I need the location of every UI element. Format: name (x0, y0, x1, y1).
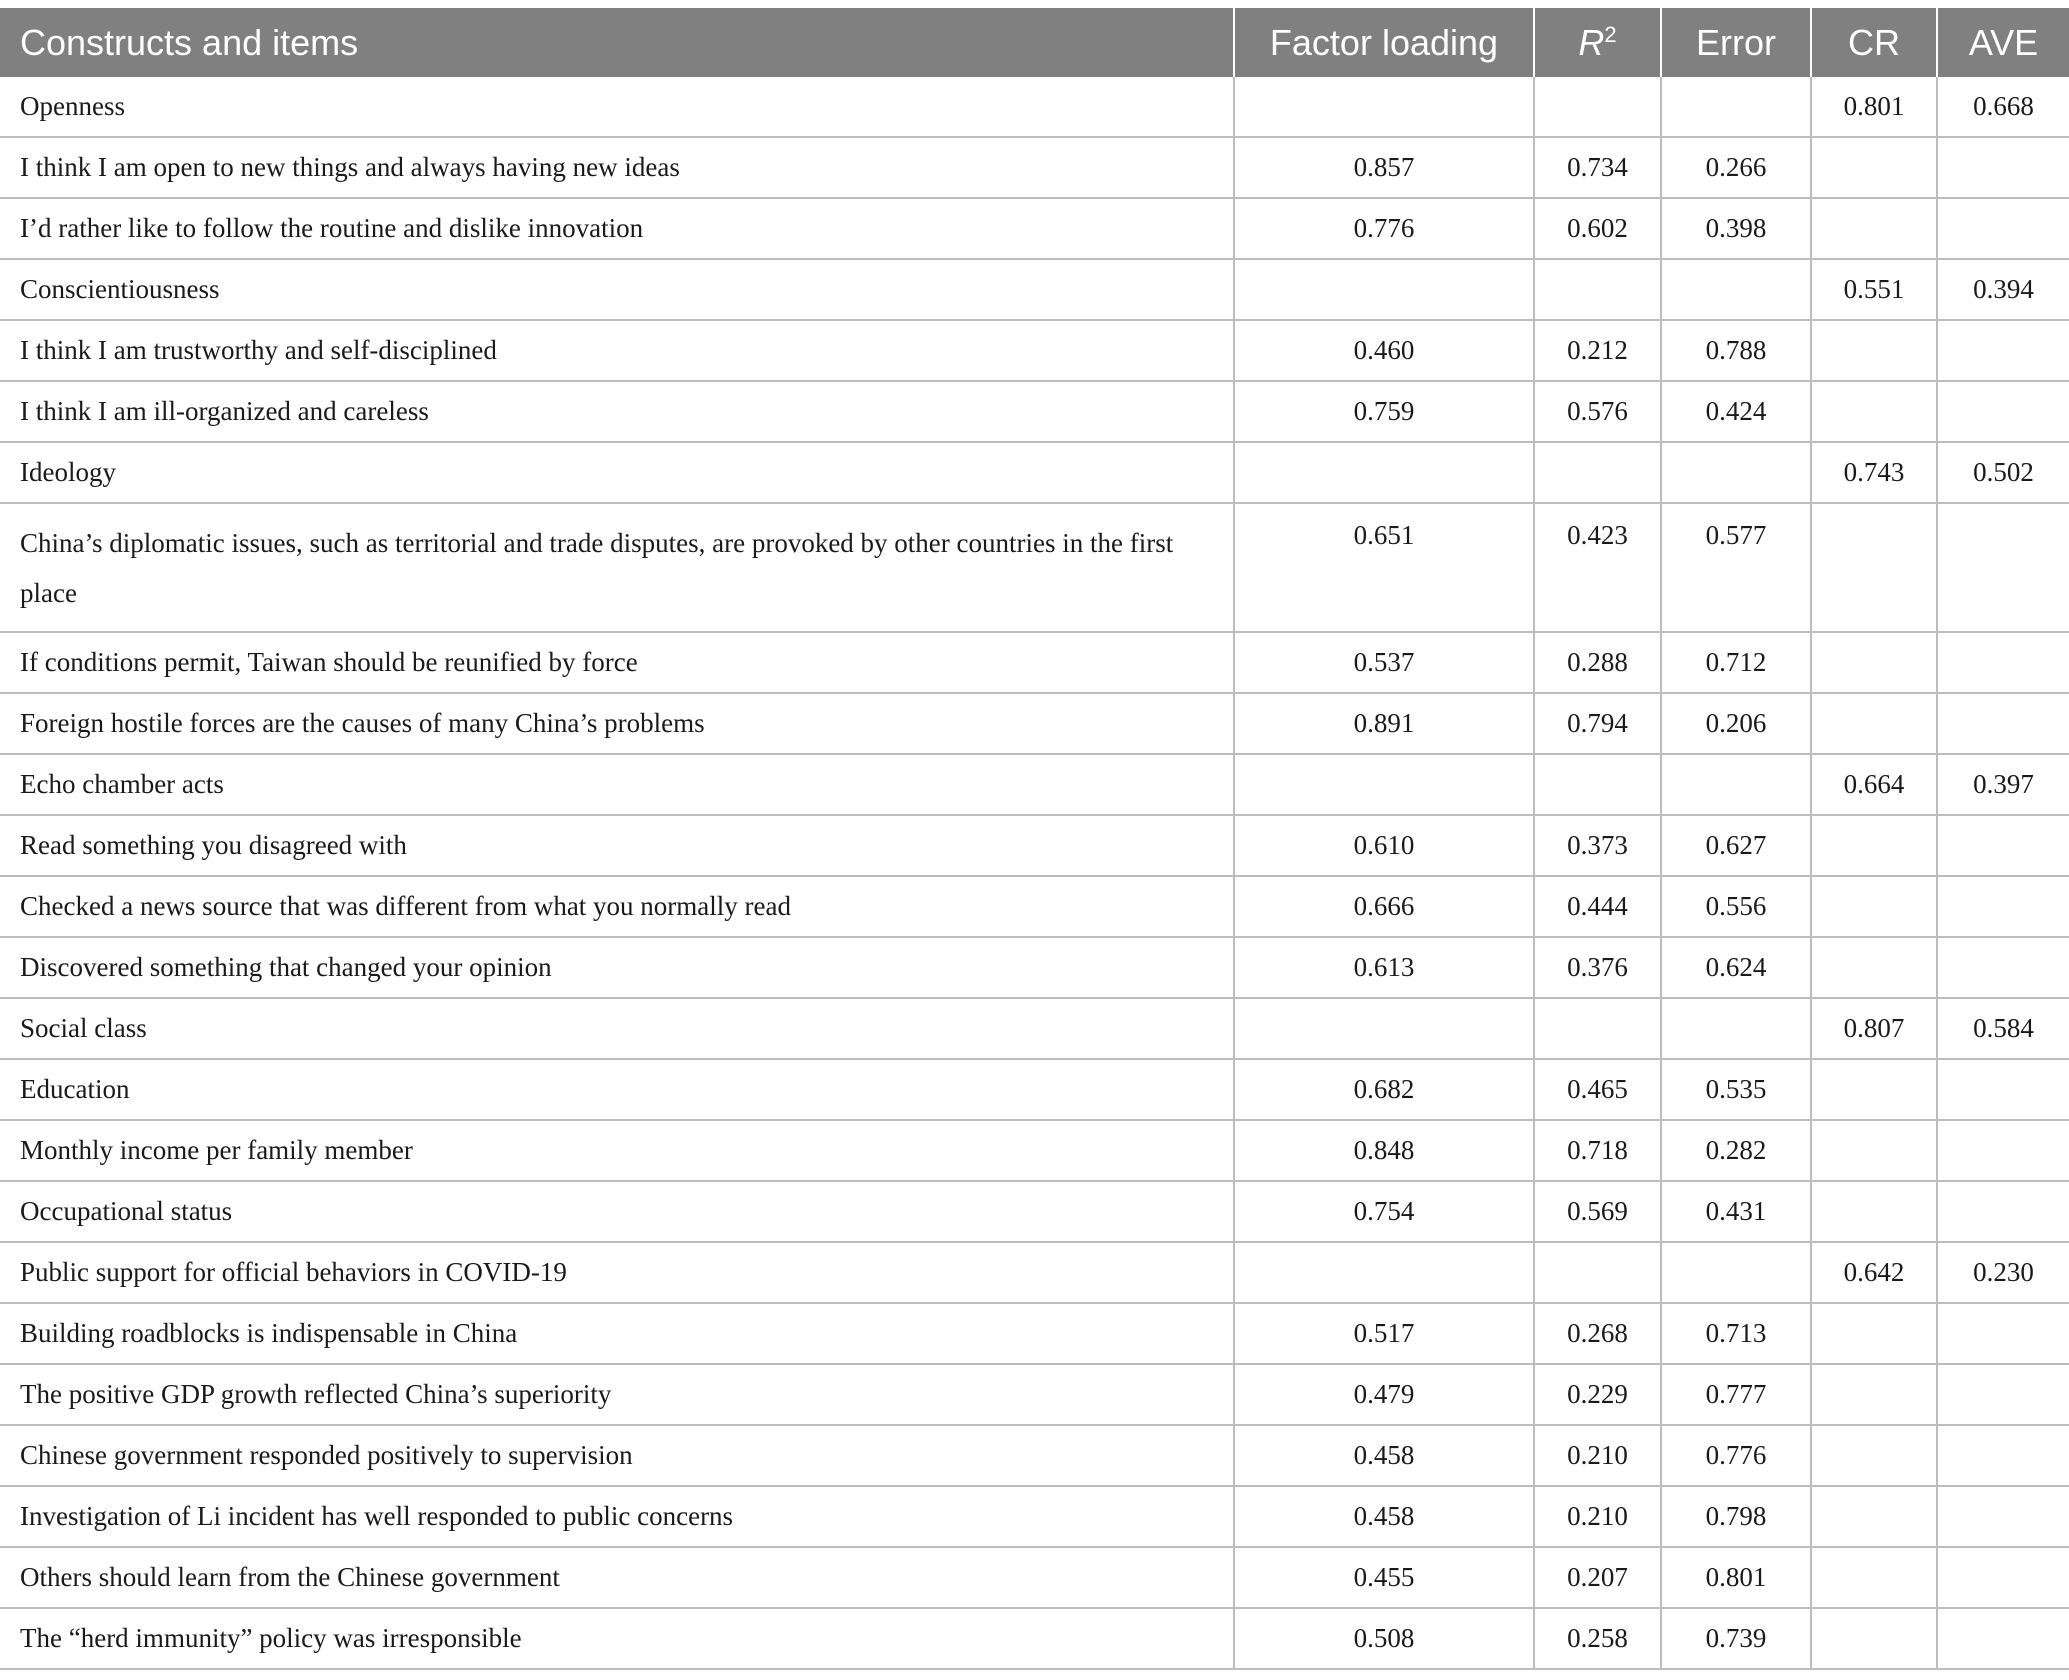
cr-cell: 0.807 (1811, 998, 1937, 1059)
construct-row (0, 77, 2069, 137)
table-row (0, 137, 2069, 198)
factor-loading-cell: 0.754 (1234, 1181, 1534, 1242)
ave-cell (1937, 1303, 2069, 1364)
cr-cell (1811, 198, 1937, 259)
factor-loading-cell: 0.458 (1234, 1486, 1534, 1547)
cr-cell (1811, 1059, 1937, 1120)
error-cell: 0.801 (1661, 1547, 1811, 1608)
ave-cell: 0.668 (1937, 77, 2069, 137)
ave-cell (1937, 1181, 2069, 1242)
r-squared-cell: 0.207 (1534, 1547, 1661, 1608)
factor-loading-cell: 0.682 (1234, 1059, 1534, 1120)
ave-cell: 0.584 (1937, 998, 2069, 1059)
r-squared-cell (1534, 259, 1661, 320)
cr-cell (1811, 1303, 1937, 1364)
cr-cell (1811, 1547, 1937, 1608)
ave-cell: 0.394 (1937, 259, 2069, 320)
construct-row (0, 754, 2069, 815)
r-squared-cell: 0.229 (1534, 1364, 1661, 1425)
ave-cell (1937, 1608, 2069, 1669)
error-cell (1661, 754, 1811, 815)
item-label: Chinese government responded positively to supervision (0, 1425, 1234, 1486)
error-cell (1661, 442, 1811, 503)
r-squared-cell (1534, 442, 1661, 503)
construct-row (0, 442, 2069, 503)
item-label: Building roadblocks is indispensable in China (0, 1303, 1234, 1364)
r-squared-cell: 0.569 (1534, 1181, 1661, 1242)
item-label: Echo chamber acts (0, 754, 1234, 815)
error-cell: 0.712 (1661, 632, 1811, 693)
item-label: I think I am trustworthy and self-disciplined (0, 320, 1234, 381)
item-label: If conditions permit, Taiwan should be reunified by force (0, 632, 1234, 693)
cr-cell (1811, 137, 1937, 198)
header-row (0, 8, 2069, 77)
r-squared-cell (1534, 1242, 1661, 1303)
ave-cell (1937, 503, 2069, 632)
factor-loading-cell: 0.891 (1234, 693, 1534, 754)
r-squared-cell: 0.576 (1534, 381, 1661, 442)
item-label: I think I am ill-organized and careless (0, 381, 1234, 442)
r-squared-cell: 0.602 (1534, 198, 1661, 259)
error-cell: 0.788 (1661, 320, 1811, 381)
ave-cell (1937, 198, 2069, 259)
table-row (0, 693, 2069, 754)
error-cell: 0.577 (1661, 503, 1811, 632)
factor-loading-cell: 0.610 (1234, 815, 1534, 876)
ave-cell (1937, 320, 2069, 381)
constructs-table (0, 8, 2069, 1670)
item-label: Discovered something that changed your opinion (0, 937, 1234, 998)
ave-cell (1937, 1364, 2069, 1425)
item-label: Public support for official behaviors in COVID-19 (0, 1242, 1234, 1303)
error-cell: 0.624 (1661, 937, 1811, 998)
error-cell: 0.398 (1661, 198, 1811, 259)
item-label: Investigation of Li incident has well responded to public concerns (0, 1486, 1234, 1547)
table-row (0, 381, 2069, 442)
error-cell: 0.282 (1661, 1120, 1811, 1181)
factor-loading-cell: 0.613 (1234, 937, 1534, 998)
cr-cell (1811, 1120, 1937, 1181)
header-ave: AVE (1937, 8, 2069, 77)
r-squared-cell (1534, 998, 1661, 1059)
header-r-squared-base: R (1578, 21, 1605, 63)
ave-cell (1937, 937, 2069, 998)
table-row (0, 1608, 2069, 1669)
item-label: The positive GDP growth reflected China’s superiority (0, 1364, 1234, 1425)
error-cell: 0.777 (1661, 1364, 1811, 1425)
construct-row (0, 998, 2069, 1059)
r-squared-cell: 0.210 (1534, 1486, 1661, 1547)
cr-cell (1811, 1608, 1937, 1669)
ave-cell (1937, 815, 2069, 876)
table-row (0, 1547, 2069, 1608)
cr-cell (1811, 381, 1937, 442)
item-label: Checked a news source that was different from what you normally read (0, 876, 1234, 937)
r-squared-cell: 0.423 (1534, 503, 1661, 632)
r-squared-cell (1534, 754, 1661, 815)
r-squared-cell: 0.718 (1534, 1120, 1661, 1181)
cr-cell (1811, 815, 1937, 876)
error-cell: 0.776 (1661, 1425, 1811, 1486)
table-row (0, 1364, 2069, 1425)
error-cell: 0.424 (1661, 381, 1811, 442)
construct-row (0, 259, 2069, 320)
factor-loading-cell: 0.479 (1234, 1364, 1534, 1425)
r-squared-cell: 0.376 (1534, 937, 1661, 998)
ave-cell: 0.230 (1937, 1242, 2069, 1303)
table-body (0, 77, 2069, 1669)
r-squared-cell (1534, 77, 1661, 137)
error-cell: 0.556 (1661, 876, 1811, 937)
table-row (0, 503, 2069, 632)
item-label: Monthly income per family member (0, 1120, 1234, 1181)
r-squared-cell: 0.210 (1534, 1425, 1661, 1486)
ave-cell (1937, 693, 2069, 754)
ave-cell (1937, 1486, 2069, 1547)
cr-cell (1811, 1425, 1937, 1486)
error-cell: 0.739 (1661, 1608, 1811, 1669)
r-squared-cell: 0.258 (1534, 1608, 1661, 1669)
factor-loading-cell: 0.759 (1234, 381, 1534, 442)
factor-loading-cell (1234, 1242, 1534, 1303)
table-row (0, 198, 2069, 259)
table-row (0, 1425, 2069, 1486)
item-label: Education (0, 1059, 1234, 1120)
factor-loading-cell: 0.458 (1234, 1425, 1534, 1486)
item-label: Openness (0, 77, 1234, 137)
header-r-squared (1534, 8, 1661, 77)
factor-loading-cell: 0.857 (1234, 137, 1534, 198)
factor-loading-cell: 0.776 (1234, 198, 1534, 259)
item-label: The “herd immunity” policy was irresponsible (0, 1608, 1234, 1669)
r-squared-cell: 0.734 (1534, 137, 1661, 198)
ave-cell: 0.502 (1937, 442, 2069, 503)
r-squared-cell: 0.212 (1534, 320, 1661, 381)
ave-cell (1937, 1120, 2069, 1181)
cr-cell (1811, 937, 1937, 998)
cr-cell (1811, 503, 1937, 632)
item-label: China’s diplomatic issues, such as territorial and trade disputes, are provoked by other countries in the first place (0, 503, 1234, 632)
error-cell: 0.206 (1661, 693, 1811, 754)
r-squared-cell: 0.444 (1534, 876, 1661, 937)
factor-loading-cell (1234, 442, 1534, 503)
construct-row (0, 1242, 2069, 1303)
item-label: Read something you disagreed with (0, 815, 1234, 876)
cr-cell: 0.551 (1811, 259, 1937, 320)
cr-cell (1811, 1486, 1937, 1547)
ave-cell (1937, 1425, 2069, 1486)
factor-loading-cell: 0.537 (1234, 632, 1534, 693)
r-squared-cell: 0.288 (1534, 632, 1661, 693)
cr-cell (1811, 1364, 1937, 1425)
table-header (0, 8, 2069, 77)
factor-loading-cell: 0.508 (1234, 1608, 1534, 1669)
cr-cell: 0.801 (1811, 77, 1937, 137)
cr-cell: 0.664 (1811, 754, 1937, 815)
factor-loading-cell: 0.517 (1234, 1303, 1534, 1364)
ave-cell (1937, 632, 2069, 693)
table-row (0, 937, 2069, 998)
item-label: I think I am open to new things and always having new ideas (0, 137, 1234, 198)
table-row (0, 1120, 2069, 1181)
item-label: Occupational status (0, 1181, 1234, 1242)
factor-loading-cell: 0.651 (1234, 503, 1534, 632)
error-cell: 0.431 (1661, 1181, 1811, 1242)
factor-loading-cell (1234, 259, 1534, 320)
table-container (0, 8, 2069, 1670)
factor-loading-cell (1234, 754, 1534, 815)
factor-loading-cell (1234, 77, 1534, 137)
error-cell: 0.535 (1661, 1059, 1811, 1120)
ave-cell (1937, 137, 2069, 198)
error-cell (1661, 77, 1811, 137)
ave-cell (1937, 876, 2069, 937)
ave-cell (1937, 1547, 2069, 1608)
header-cr: CR (1811, 8, 1937, 77)
ave-cell (1937, 1059, 2069, 1120)
error-cell: 0.713 (1661, 1303, 1811, 1364)
item-label: Social class (0, 998, 1234, 1059)
header-factor-loading: Factor loading (1234, 8, 1534, 77)
table-row (0, 1181, 2069, 1242)
factor-loading-cell: 0.460 (1234, 320, 1534, 381)
table-row (0, 1303, 2069, 1364)
table-row (0, 1486, 2069, 1547)
factor-loading-cell: 0.666 (1234, 876, 1534, 937)
item-label: I’d rather like to follow the routine and dislike innovation (0, 198, 1234, 259)
error-cell: 0.798 (1661, 1486, 1811, 1547)
header-error: Error (1661, 8, 1811, 77)
error-cell (1661, 259, 1811, 320)
item-label: Ideology (0, 442, 1234, 503)
factor-loading-cell (1234, 998, 1534, 1059)
header-constructs-and-items: Constructs and items (0, 8, 1234, 77)
r-squared-cell: 0.373 (1534, 815, 1661, 876)
table-row (0, 1059, 2069, 1120)
error-cell: 0.266 (1661, 137, 1811, 198)
r-squared-cell: 0.794 (1534, 693, 1661, 754)
error-cell (1661, 1242, 1811, 1303)
error-cell: 0.627 (1661, 815, 1811, 876)
cr-cell (1811, 1181, 1937, 1242)
error-cell (1661, 998, 1811, 1059)
item-label: Foreign hostile forces are the causes of many China’s problems (0, 693, 1234, 754)
cr-cell (1811, 320, 1937, 381)
r-squared-cell: 0.268 (1534, 1303, 1661, 1364)
ave-cell: 0.397 (1937, 754, 2069, 815)
table-row (0, 815, 2069, 876)
header-r-squared-sup: 2 (1604, 21, 1617, 47)
item-label: Conscientiousness (0, 259, 1234, 320)
factor-loading-cell: 0.455 (1234, 1547, 1534, 1608)
cr-cell: 0.642 (1811, 1242, 1937, 1303)
cr-cell (1811, 632, 1937, 693)
factor-loading-cell: 0.848 (1234, 1120, 1534, 1181)
item-label: Others should learn from the Chinese government (0, 1547, 1234, 1608)
ave-cell (1937, 381, 2069, 442)
table-row (0, 632, 2069, 693)
table-row (0, 320, 2069, 381)
table-row (0, 876, 2069, 937)
r-squared-cell: 0.465 (1534, 1059, 1661, 1120)
cr-cell (1811, 693, 1937, 754)
cr-cell (1811, 876, 1937, 937)
cr-cell: 0.743 (1811, 442, 1937, 503)
